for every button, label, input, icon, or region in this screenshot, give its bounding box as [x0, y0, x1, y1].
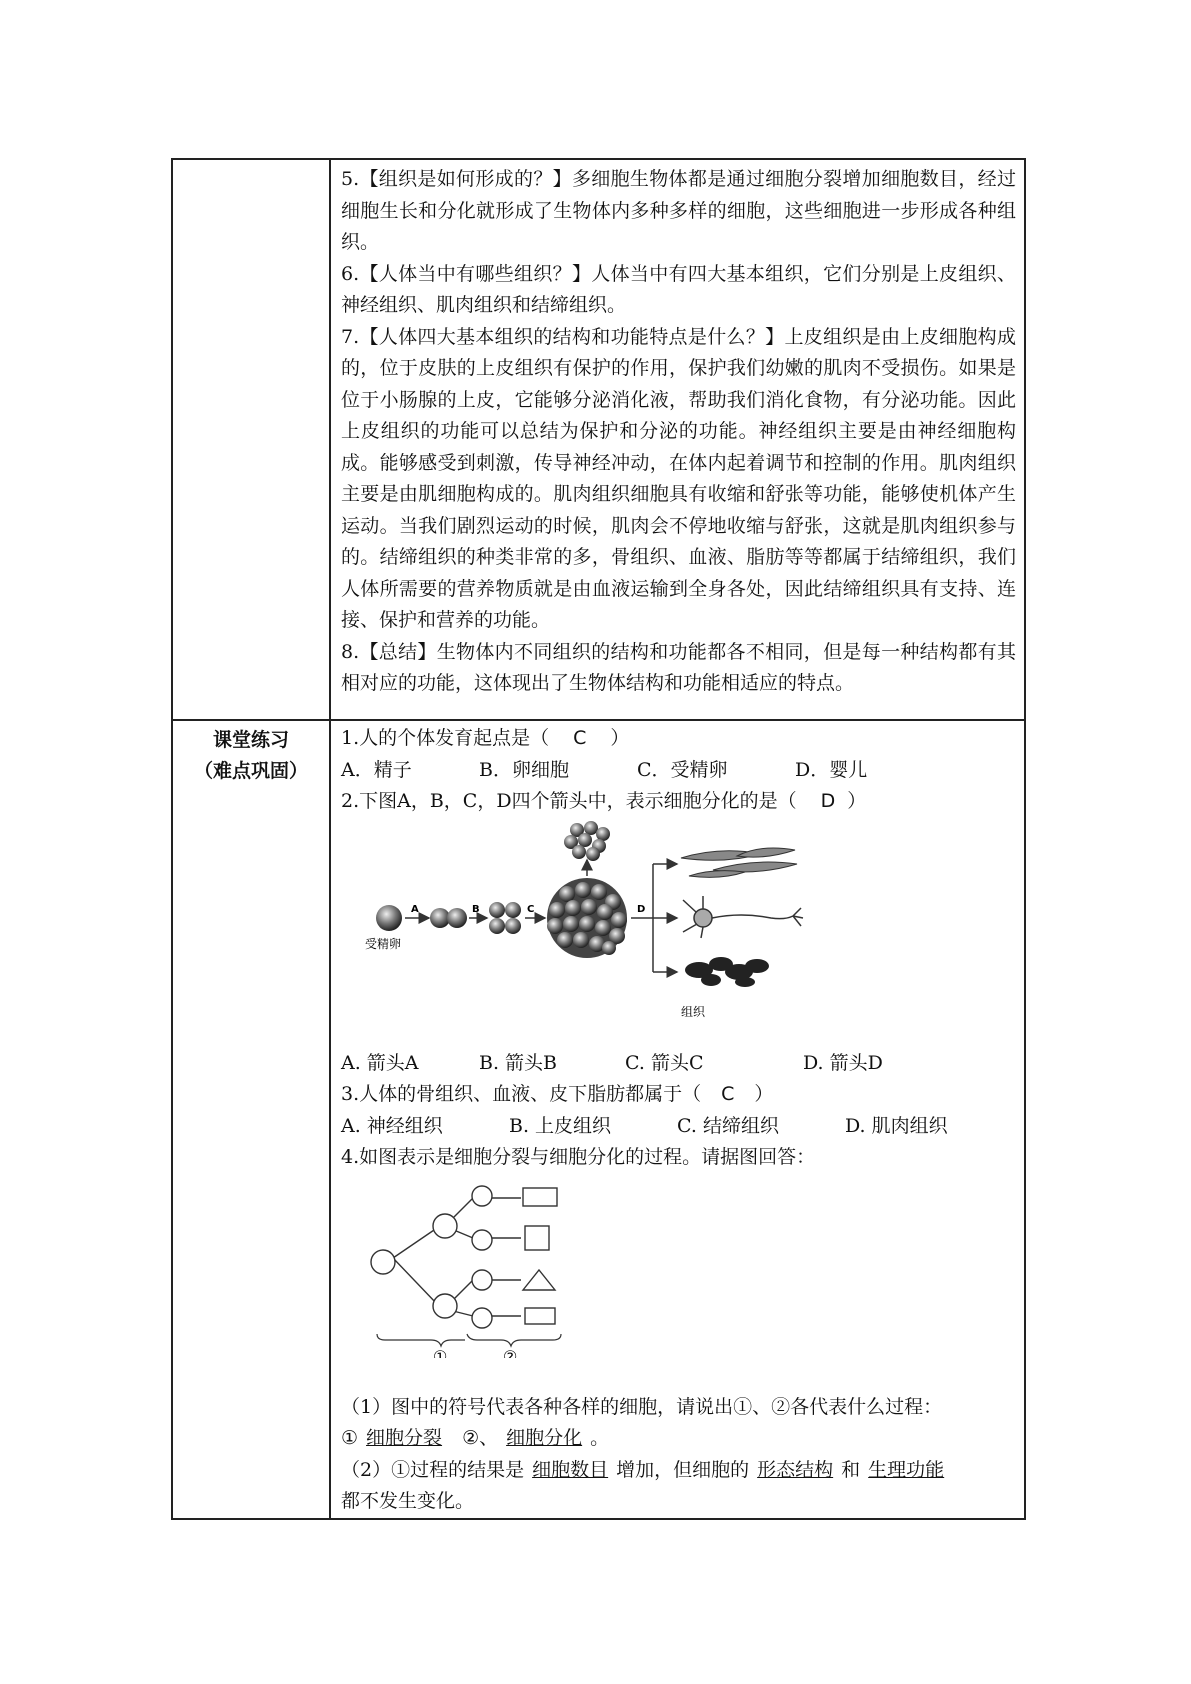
arrow-label-a: A: [411, 903, 419, 915]
answer-3: C: [721, 1083, 735, 1105]
cell-circle: [433, 1214, 457, 1238]
arrow-label-d: D: [637, 903, 646, 915]
upper-cluster-icon: [564, 821, 610, 861]
exercise-cell: [330, 720, 1025, 1519]
q4-sub2-end: 都不发生变化。: [341, 1490, 475, 1512]
differentiation-diagram: [341, 820, 821, 1048]
cell-circle: [371, 1250, 395, 1274]
paragraph-7: 7.【人体四大基本组织的结构和功能特点是什么？】上皮组织是由上皮细胞构成的，位于皮肤的上皮组织有保护的作用，保护我们幼嫩的肌肉不受损伤。如果是位于小肠腺的上皮，它能够分泌消化液，帮助我们消化食物，有分泌功能。因此上皮组织的功能可以总结为保护和分泌的功能。神经组织主要是由神经细胞构成。能够感受到刺激，传导神经冲动，在体内起着调节和控制的作用。肌肉组织主要是由肌细胞构成的。肌肉组织细胞具有收缩和舒张等功能，能够使机体产生运动。当我们剧烈运动的时候，肌肉会不停地收缩与舒张，这就是肌肉组织参与的。结缔组织的种类非常的多，骨组织、血液、脂肪等等都属于结缔组织，我们人体所需要的营养物质就是由血液运输到全身各处，因此结缔组织具有支持、连接、保护和营养的功能。: [341, 325, 1016, 631]
option: A．精子: [341, 758, 412, 781]
cell-rect: [523, 1188, 557, 1206]
mark-2: ②: [503, 1346, 518, 1358]
question-3-options: [341, 1111, 1016, 1143]
question-3: 3.人体的骨组织、血液、皮下脂肪都属于（ C ）: [341, 1083, 774, 1105]
cell-circle: [472, 1270, 492, 1290]
q4-sub2: （2）①过程的结果是 细胞数目 增加，但细胞的 形态结构 和 生理功能: [341, 1458, 945, 1481]
option: B. 上皮组织: [509, 1114, 612, 1137]
blank-morphology: 形态结构: [757, 1458, 834, 1481]
option: B. 箭头B: [479, 1051, 558, 1074]
question-2-options: [341, 1048, 1016, 1080]
answer-1: C: [573, 727, 587, 749]
option: C. 箭头C: [625, 1051, 704, 1074]
zygote-icon: [376, 905, 402, 931]
cell-square: [525, 1226, 549, 1250]
row-label-empty: [172, 159, 330, 720]
cell-triangle: [523, 1270, 555, 1290]
exercise-label-cell: [172, 720, 330, 1519]
cell-circle: [472, 1230, 492, 1250]
question-2: 2.下图A，B，C，D四个箭头中，表示细胞分化的是（ D ）: [341, 790, 867, 812]
cell-circle: [472, 1308, 492, 1328]
option: C. 结缔组织: [677, 1114, 779, 1137]
cell-rect: [525, 1308, 555, 1324]
four-cell-icon: [489, 902, 521, 934]
option: B．卵细胞: [479, 758, 569, 781]
content-row: [172, 159, 1025, 720]
exercise-sublabel: （难点巩固）: [193, 760, 308, 782]
option: D. 箭头D: [803, 1051, 883, 1074]
paragraph-5: 5.【组织是如何形成的？】多细胞生物体都是通过细胞分裂增加细胞数目，经过细胞生长和分化就形成了生物体内多种多样的细胞，这些细胞进一步形成各种组织。: [341, 168, 1016, 253]
muscle-tissue-icon: [681, 848, 797, 877]
blank-cell-differentiation: 细胞分化: [506, 1427, 583, 1449]
paragraph-6: 6.【人体当中有哪些组织？】人体当中有四大基本组织，它们分别是上皮组织、神经组织、肌肉组织和结缔组织。: [341, 262, 1016, 316]
arrow-label-c: C: [527, 903, 535, 915]
answer-2: D: [820, 790, 836, 812]
worksheet: [171, 158, 1026, 1520]
neuron-icon: [683, 896, 803, 938]
division-diagram: [341, 1176, 581, 1358]
mark-1: ①: [433, 1346, 448, 1358]
exercise-label: 课堂练习: [212, 729, 289, 751]
option: C．受精卵: [637, 758, 728, 781]
lesson-table: [171, 158, 1026, 1520]
brace-2: [467, 1334, 561, 1346]
option: D．婴儿: [795, 758, 868, 781]
option: D. 肌肉组织: [845, 1114, 948, 1137]
q4-sub1-answer: ① 细胞分裂 ②、 细胞分化 。: [341, 1427, 610, 1449]
brace-1: [377, 1334, 465, 1346]
label-zygote: 受精卵: [365, 936, 402, 951]
division-figure: [341, 1176, 1016, 1358]
cell-cluster-icon: [547, 878, 627, 958]
content-cell: [330, 159, 1025, 720]
question-1-options: [341, 755, 1016, 787]
paragraph-8: 8.【总结】生物体内不同组织的结构和功能都各不相同，但是每一种结构都有其相对应的功能，这体现出了生物体结构和功能相适应的特点。: [341, 640, 1016, 694]
q4-sub1-prompt: （1）图中的符号代表各种各样的细胞，请说出①、②各代表什么过程：: [341, 1395, 943, 1418]
label-tissue: 组织: [681, 1004, 706, 1019]
blank-physiology: 生理功能: [868, 1458, 945, 1481]
question-1: 1.人的个体发育起点是（ C ）: [341, 727, 630, 749]
cell-circle: [472, 1186, 492, 1206]
cell-differentiation-figure: [341, 820, 1016, 1048]
connective-tissue-icon: [685, 957, 769, 987]
option: A. 箭头A: [341, 1051, 419, 1074]
blank-cell-number: 细胞数目: [532, 1458, 609, 1481]
cell-circle: [433, 1294, 457, 1318]
exercise-row: [172, 720, 1025, 1519]
blank-cell-division: 细胞分裂: [366, 1427, 443, 1449]
question-4: 4.如图表示是细胞分裂与细胞分化的过程。请据图回答：: [341, 1146, 816, 1168]
option: A. 神经组织: [341, 1114, 443, 1137]
arrow-label-b: B: [472, 903, 480, 915]
